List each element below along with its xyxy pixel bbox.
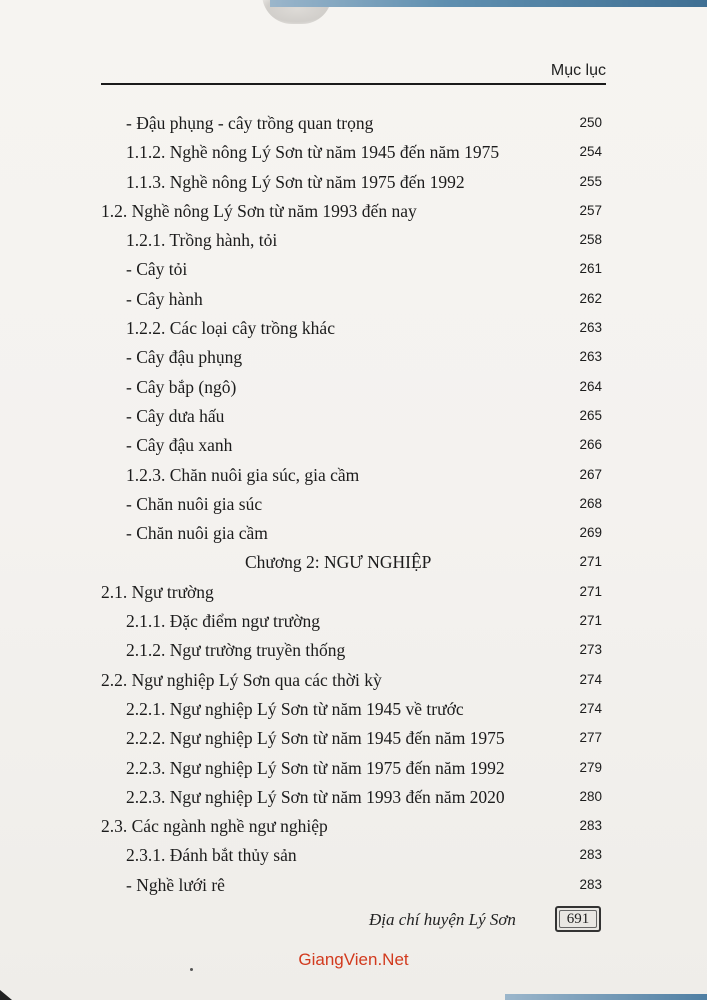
- toc-entry-page: 254: [579, 144, 602, 160]
- toc-entry: [101, 630, 606, 659]
- watermark: GiangVien.Net: [298, 950, 409, 969]
- toc-entry-title: 2.3.1. Đánh bắt thủy sản: [126, 845, 297, 866]
- toc-entry-page: 258: [579, 232, 602, 248]
- toc-entry: [101, 660, 606, 689]
- toc-entry: [101, 103, 606, 132]
- toc-entry-page: 273: [579, 642, 602, 658]
- toc-entry-page: 268: [579, 495, 602, 511]
- toc-entry-page: 264: [579, 378, 602, 394]
- toc-entry-title: - Cây đậu xanh: [126, 435, 233, 456]
- toc-entry-title: 1.2.1. Trồng hành, tỏi: [126, 230, 278, 251]
- toc-entry: [101, 806, 606, 835]
- toc-entry: [101, 337, 606, 366]
- toc-entry: [101, 279, 606, 308]
- toc-entry-title: - Cây đậu phụng: [126, 347, 243, 368]
- toc-entry-title: 1.1.2. Nghề nông Lý Sơn từ năm 1945 đến năm 1975: [126, 142, 500, 163]
- toc-entry-title: 1.2. Nghề nông Lý Sơn từ năm 1993 đến nay: [101, 200, 417, 221]
- toc-entry-title: - Cây hành: [126, 288, 203, 309]
- toc-entry-page: 266: [579, 437, 602, 453]
- toc-entry-page: 257: [579, 202, 602, 218]
- toc-entry-title: 2.1. Ngư trường: [101, 581, 214, 602]
- toc-entry-title: 2.2.1. Ngư nghiệp Lý Sơn từ năm 1945 về trước: [126, 698, 464, 719]
- toc-entry-title: 2.3. Các ngành nghề ngư nghiệp: [101, 816, 328, 837]
- toc-entry-page: 271: [579, 583, 602, 599]
- toc-entry-page: 279: [579, 759, 602, 775]
- toc-entry: [101, 718, 606, 747]
- header-rule: [101, 83, 606, 85]
- toc-entry: [101, 308, 606, 337]
- toc-entry-page: 267: [579, 466, 602, 482]
- toc-entry-title: 2.2. Ngư nghiệp Lý Sơn qua các thời kỳ: [101, 669, 382, 690]
- running-head: Mục lục: [550, 62, 606, 79]
- toc-entry: [101, 484, 606, 513]
- toc-entry-page: 277: [579, 730, 602, 746]
- toc-entry-title: - Chăn nuôi gia súc: [126, 493, 263, 514]
- table-of-contents: [101, 103, 606, 894]
- toc-entry-page: 255: [579, 173, 602, 189]
- footer-book-title: Địa chí huyện Lý Sơn: [369, 910, 516, 929]
- scan-edge-strip-bottom: [505, 994, 707, 1000]
- scan-edge-strip: [270, 0, 707, 7]
- toc-entry-page: 269: [579, 525, 602, 541]
- toc-entry-title: 2.1.1. Đặc điểm ngư trường: [126, 611, 320, 632]
- toc-entry-title: - Nghề lưới rê: [126, 874, 225, 895]
- toc-entry-title: - Cây dưa hấu: [126, 405, 225, 426]
- toc-entry: [101, 455, 606, 484]
- toc-entry-page: 262: [579, 290, 602, 306]
- toc-entry-title: 2.1.2. Ngư trường truyền thống: [126, 640, 346, 661]
- toc-entry-title: 1.2.3. Chăn nuôi gia súc, gia cầm: [126, 464, 360, 485]
- toc-entry-page: 283: [579, 818, 602, 834]
- toc-entry-page: 263: [579, 349, 602, 365]
- toc-entry: [101, 132, 606, 161]
- toc-entry: [101, 865, 606, 894]
- page-number-badge: 691: [555, 906, 601, 932]
- toc-entry: [101, 748, 606, 777]
- toc-entry-page: 283: [579, 847, 602, 863]
- toc-entry: [101, 777, 606, 806]
- toc-entry: [101, 162, 606, 191]
- toc-entry: [101, 835, 606, 864]
- toc-entry-title: 1.2.2. Các loại cây trồng khác: [126, 318, 335, 339]
- toc-entry-page: 261: [579, 261, 602, 277]
- toc-entry-title: - Đậu phụng - cây trồng quan trọng: [126, 113, 374, 133]
- toc-entry-title: Chương 2: NGƯ NGHIỆP: [245, 552, 432, 573]
- toc-entry: [101, 396, 606, 425]
- toc-entry-page: 280: [579, 788, 602, 804]
- toc-entry-page: 271: [579, 554, 602, 570]
- toc-entry-page: 274: [579, 671, 602, 687]
- toc-entry: [101, 689, 606, 718]
- toc-entry: [101, 249, 606, 278]
- toc-entry-page: 283: [579, 876, 602, 892]
- toc-entry-title: 2.2.3. Ngư nghiệp Lý Sơn từ năm 1975 đến năm 1992: [126, 757, 505, 778]
- toc-entry-title: 2.2.3. Ngư nghiệp Lý Sơn từ năm 1993 đến năm 2020: [126, 786, 505, 807]
- toc-entry: [101, 367, 606, 396]
- toc-entry: [101, 220, 606, 249]
- toc-entry-title: 1.1.3. Nghề nông Lý Sơn từ năm 1975 đến 1992: [126, 171, 465, 192]
- toc-entry-title: 2.2.2. Ngư nghiệp Lý Sơn từ năm 1945 đến năm 1975: [126, 728, 505, 749]
- toc-entry-page: 271: [579, 613, 602, 629]
- toc-entry-title: - Cây bắp (ngô): [126, 376, 237, 397]
- toc-entry: [101, 572, 606, 601]
- toc-entry-page: 274: [579, 700, 602, 716]
- toc-entry: [101, 425, 606, 454]
- scan-corner-mark: [0, 990, 12, 1000]
- toc-entry: [101, 191, 606, 220]
- toc-entry-page: 250: [579, 115, 602, 130]
- toc-entry-page: 263: [579, 320, 602, 336]
- toc-entry-title: - Cây tỏi: [126, 259, 188, 280]
- toc-entry-title: - Chăn nuôi gia cầm: [126, 523, 268, 544]
- toc-entry: [101, 513, 606, 542]
- toc-chapter-heading: [101, 542, 606, 571]
- toc-entry: [101, 601, 606, 630]
- toc-entry-page: 265: [579, 407, 602, 423]
